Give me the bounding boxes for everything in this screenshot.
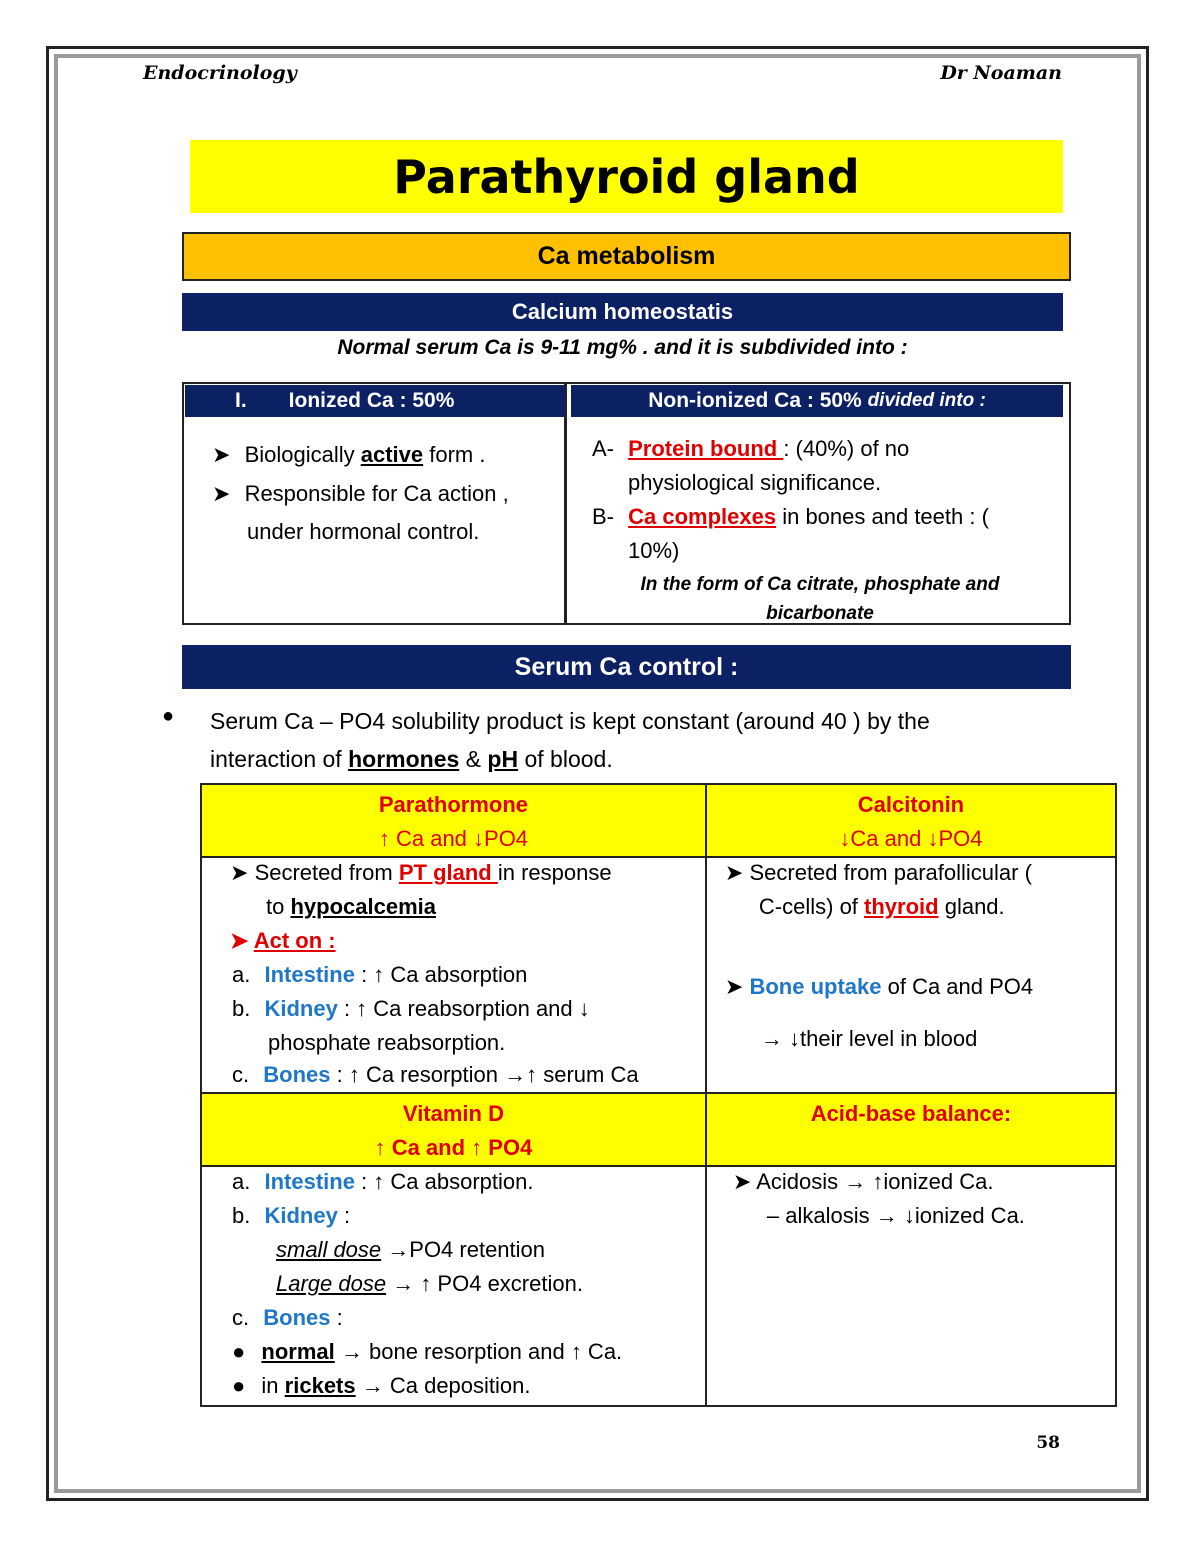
serum-bullet-text: Serum Ca – PO4 solubility product is kept constant (around 40 ) by the interaction of hormones & pH of blood. (210, 708, 930, 772)
vitamin-d-cell: a. Intestine : ↑ Ca absorption. b. Kidney : small dose →PO4 retention Large dose → ↑ PO4 excretion. c. Bones : ● normal → bone resorption and ↑ Ca. ● in rickets → Ca deposition. (201, 1166, 706, 1406)
arrow-bullet-icon: ➤ (212, 442, 231, 467)
parathormone-header: Parathormone ↑ Ca and ↓PO4 (201, 784, 706, 857)
arrow-bullet-icon: ➤ (732, 1169, 752, 1194)
non-ionized-heading: Non-ionized Ca : 50% divided into : (571, 385, 1063, 417)
table-row (201, 1093, 1116, 1166)
serum-control-bar: Serum Ca control : (182, 645, 1071, 689)
ionized-numeral: I. (235, 389, 247, 412)
normal-serum-line: Normal serum Ca is 9-11 mg% . and it is subdivided into : (337, 336, 908, 359)
arrow-bullet-icon: ➤ (724, 974, 744, 999)
calcitonin-cell: ➤ Secreted from parafollicular ( C-cells) of thyroid gland. ➤ Bone uptake of Ca and PO4 → ↓their level in blood (706, 857, 1116, 1093)
acid-base-header: Acid-base balance: (706, 1093, 1116, 1166)
non-ionized-note: In the form of Ca citrate, phosphate and bicarbonate (640, 574, 1000, 624)
section-bar: Ca metabolism (182, 232, 1071, 281)
acid-base-cell: ➤ Acidosis → ↑ionized Ca. – alkalosis → ↓ionized Ca. (706, 1166, 1116, 1406)
bullet-dot-icon: ● (162, 705, 175, 727)
table-row (201, 784, 1116, 857)
table-row (201, 857, 1116, 1093)
parathormone-cell: ➤ Secreted from PT gland in response to hypocalcemia ➤ Act on : a. Intestine : ↑ Ca absorption b. Kidney : ↑ Ca reabsorption and ↓ phosphate reabsorption. c. Bones : ↑ Ca resorption →↑ serum Ca (201, 857, 706, 1093)
ionized-item-2-cont: under hormonal control. (247, 519, 480, 544)
non-ionized-item-b: B- Ca complexes in bones and teeth : ( (592, 504, 989, 529)
homeostasis-bar: Calcium homeostatis (182, 293, 1063, 331)
page-title: Parathyroid gland (190, 140, 1063, 213)
arrow-bullet-icon: ➤ (230, 860, 249, 885)
bullet-dot-icon: ● (232, 1373, 246, 1398)
page-number: 58 (1036, 1433, 1060, 1453)
vitamin-d-header: Vitamin D ↑ Ca and ↑ PO4 (201, 1093, 706, 1166)
non-ionized-item-a-cont: physiological significance. (628, 470, 882, 495)
table-row (201, 1166, 1116, 1406)
ionized-item-1: ➤ Biologically active form . (212, 442, 486, 467)
arrow-bullet-icon: ➤ (724, 860, 744, 885)
hormones-table (200, 783, 1117, 1407)
non-ionized-item-b-cont: 10%) (628, 538, 680, 563)
arrow-bullet-icon: ➤ (230, 928, 249, 953)
arrow-bullet-icon: ➤ (212, 481, 231, 506)
header-right: Dr Noaman (940, 62, 1062, 84)
calcitonin-header: Calcitonin ↓Ca and ↓PO4 (706, 784, 1116, 857)
ionized-item-2: ➤ Responsible for Ca action , (212, 481, 509, 506)
non-ionized-item-a: A- Protein bound : (40%) of no (592, 436, 910, 461)
ionized-heading-text: Ionized Ca : 50% (288, 389, 455, 412)
header-left: Endocrinology (143, 62, 297, 84)
bullet-dot-icon: ● (232, 1339, 246, 1364)
ionized-heading (185, 385, 565, 417)
